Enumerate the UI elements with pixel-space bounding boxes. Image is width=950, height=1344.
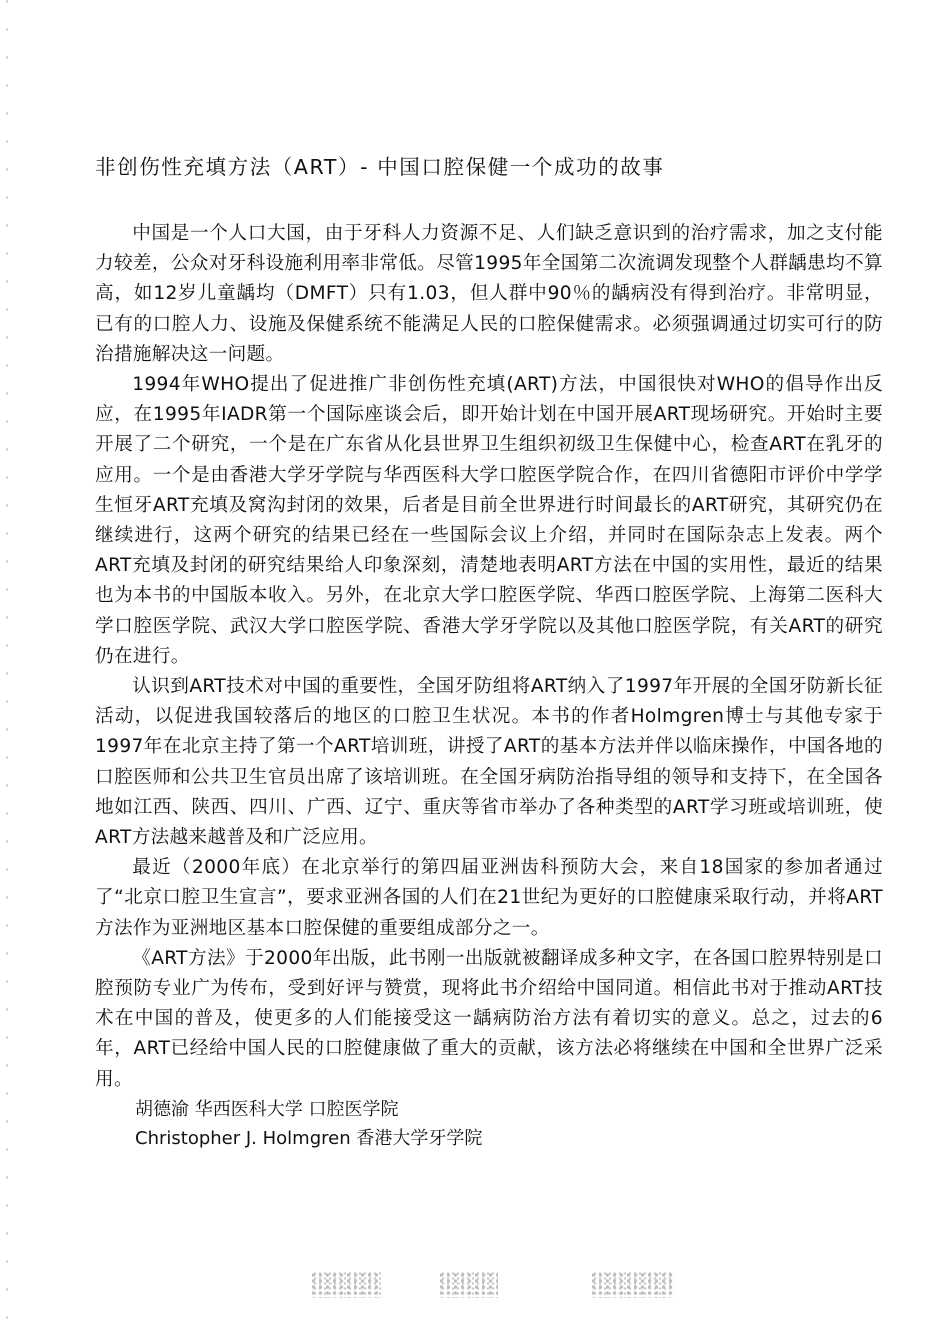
paragraph-4: 最近（2000年底）在北京举行的第四届亚洲齿科预防大会，来自18国家的参加者通过了“北京口腔卫生宣言”，要求亚洲各国的人们在21世纪为更好的口腔健康采取行动，并将ART方法作为亚洲地区基本口腔保健的重要组成部分之一。 [95, 857, 883, 939]
paragraph-5: 《ART方法》于2000年出版，此书刚一出版就被翻译成多种文字，在各国口腔界特别是口腔预防专业广为传布，受到好评与赞赏，现将此书介绍给中国同道。相信此书对于推动ART技术在中国的普及，使更多的人们能接受这一龋病防治方法有着切实的意义。总之，过去的6年，ART已经给中国人民的口腔健康做了重大的贡献，该方法必将继续在中国和全世界广泛采用。 [95, 947, 883, 1090]
document-body [95, 219, 883, 1153]
paragraph-1: 中国是一个人口大国，由于牙科人力资源不足、人们缺乏意识到的治疗需求，加之支付能力较差，公众对牙科设施利用率非常低。尽管1995年全国第二次流调发现整个人群龋患均不算高，如12岁儿童龋均（DMFT）只有1.03，但人群中90％的龋病没有得到治疗。非常明显，已有的口腔人力、设施及保健系统不能满足人民的口腔保健需求。必须强调通过切实可行的防治措施解决这一问题。 [95, 223, 883, 365]
signature-line-2: Christopher J. Holmgren 香港大学牙学院 [135, 1127, 483, 1149]
signature-line-1: 胡德渝 华西医科大学 口腔医学院 [135, 1098, 399, 1120]
scan-smudge-2 [440, 1272, 498, 1298]
paragraph-2: 1994年WHO提出了促进推广非创伤性充填(ART)方法，中国很快对WHO的倡导作出反应，在1995年IADR第一个国际座谈会后，即开始计划在中国开展ART现场研究。开始时主要开展了二个研究，一个是在广东省从化县世界卫生组织初级卫生保健中心，检查ART在乳牙的应用。一个是由香港大学牙学院与华西医科大学口腔医学院合作，在四川省德阳市评价中学学生恒牙ART充填及窝沟封闭的效果，后者是目前全世界进行时间最长的ART研究，其研究仍在继续进行，这两个研究的结果已经在一些国际会议上介绍，并同时在国际杂志上发表。两个ART充填及封闭的研究结果给人印象深刻，清楚地表明ART方法在中国的实用性，最近的结果也为本书的中国版本收入。另外，在北京大学口腔医学院、华西口腔医学院、上海第二医科大学口腔医学院、武汉大学口腔医学院、香港大学牙学院以及其他口腔医学院，有关ART的研究仍在进行。 [95, 374, 883, 667]
paragraph-3: 认识到ART技术对中国的重要性，全国牙防组将ART纳入了1997年开展的全国牙防新长征活动，以促进我国较落后的地区的口腔卫生状况。本书的作者Holmgren博士与其他专家于1997年在北京主持了第一个ART培训班，讲授了ART的基本方法并伴以临床操作，中国各地的口腔医师和公共卫生官员出席了该培训班。在全国牙病防治指导组的领导和支持下，在全国各地如江西、陕西、四川、广西、辽宁、重庆等省市举办了各种类型的ART学习班或培训班，使ART方法越来越普及和广泛应用。 [95, 676, 883, 849]
scan-smudge-3 [592, 1272, 674, 1298]
page-title: 非创伤性充填方法（ART）- 中国口腔保健一个成功的故事 [95, 155, 665, 179]
scan-smudge-1 [312, 1272, 382, 1298]
scan-edge-artifact [6, 0, 8, 1344]
